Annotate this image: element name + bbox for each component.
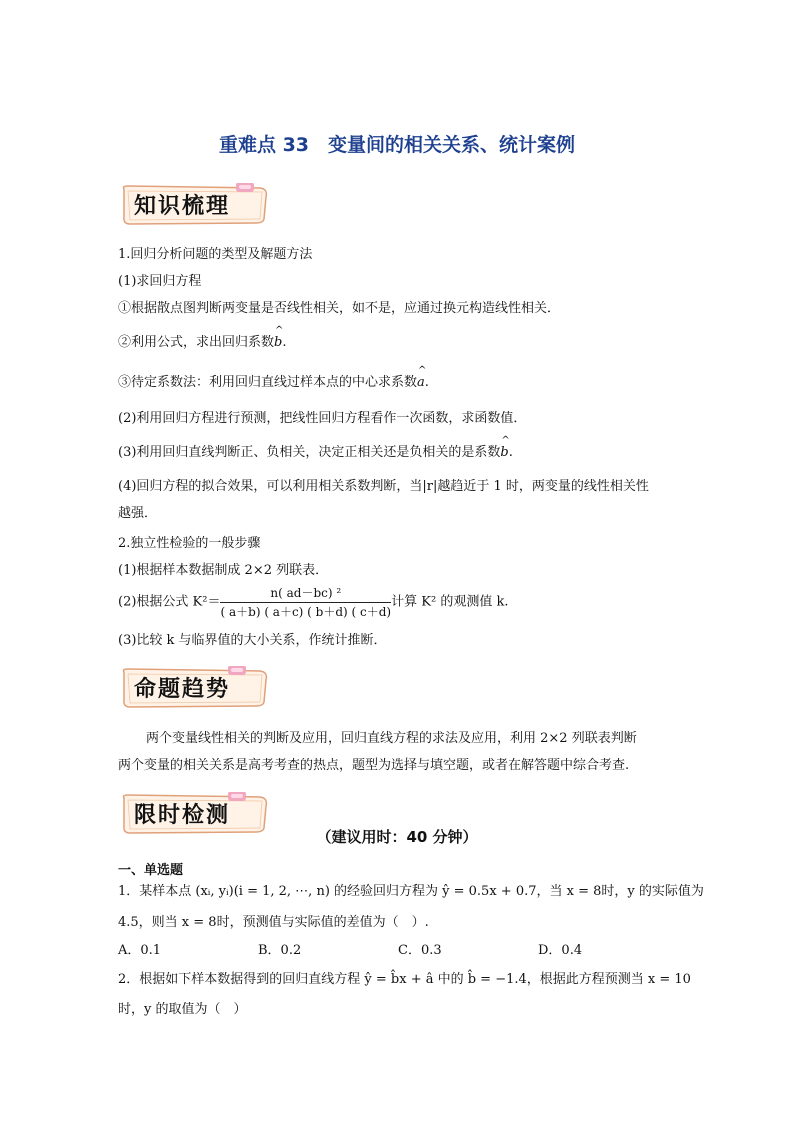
knowledge-s2: 2.独立性检验的一般步骤 [118,536,261,551]
knowledge-s1b: (2)利用回归方程进行预测，把线性回归方程看作一次函数，求函数值． [118,411,527,426]
section-banner-trend [120,666,270,708]
text: (3)利用回归直线判断正、负相关，决定正相关还是负相关的是系数 [118,445,501,460]
question-1-options [118,942,678,960]
knowledge-s2b [118,585,508,620]
knowledge-s1: 1.回归分析问题的类型及解题方法 [118,247,313,262]
knowledge-s1a1: ①根据散点图判断两变量是否线性相关，如不是，应通过换元构造线性相关． [118,301,561,316]
option-a[interactable]: A．0.1 [118,943,162,958]
coef-b-hat: ^ b [274,334,282,352]
text: . [508,445,513,460]
fraction-numerator: n( ad－bc) ² [220,585,391,603]
knowledge-s1c [118,444,513,462]
text: . [282,335,287,350]
text: 计算 K² 的观测值 k. [391,594,509,610]
question-2-line1: 2．根据如下样本数据得到的回归直线方程 ŷ = b̂x + â 中的 b̂ = −1.4，根据此方程预测当 x = 10 [118,972,691,987]
question-1-line2: 4.5，则当 x = 8时，预测值与实际值的差值为（ ）. [118,915,429,930]
text: . [424,375,429,390]
fraction-denominator: ( a＋b) ( a＋c) ( b＋d) ( c＋d) [220,605,392,619]
trend-line1: 两个变量线性相关的判断及应用，回归直线方程的求法及应用，利用 2×2 列联表判断 [146,731,637,746]
page-title: 重难点 33 变量间的相关关系、统计案例 [218,134,576,156]
option-c[interactable]: C．0.3 [398,943,442,958]
section-banner-knowledge [120,183,270,225]
text: (2)根据公式 K²＝ [118,594,221,610]
banner-label: 限时检测 [134,803,231,828]
knowledge-s1a: (1)求回归方程 [118,274,202,289]
question-2-line2: 时，y 的取值为（ ） [118,1002,247,1017]
section-heading: 一、单选题 [118,863,184,878]
knowledge-s1d-line2: 越强． [118,506,158,521]
coef-b-hat: ^ b [500,444,508,462]
time-note: （建议用时：40 分钟） [316,828,478,846]
coef-a-hat: ^ a [417,374,425,392]
banner-label: 知识梳理 [134,194,231,219]
chi-square-fraction [220,585,391,620]
text: ③待定系数法：利用回归直线过样本点的中心求系数 [118,375,418,390]
option-b[interactable]: B．0.2 [258,943,302,958]
knowledge-s1a2 [118,334,286,352]
knowledge-s2a: (1)根据样本数据制成 2×2 列联表． [118,563,329,578]
text: ②利用公式，求出回归系数 [118,335,275,350]
trend-line2: 两个变量的相关关系是高考考查的热点，题型为选择与填空题，或者在解答题中综合考查. [118,758,630,773]
option-d[interactable]: D．0.4 [538,943,583,958]
question-1-line1: 1．某样本点 (xᵢ, yᵢ)(i = 1, 2, ⋯, n) 的经验回归方程为 ŷ = 0.5x + 0.7，当 x = 8时，y 的实际值为 [118,884,704,899]
knowledge-s2c: (3)比较 k 与临界值的大小关系，作统计推断． [118,633,387,648]
banner-label: 命题趋势 [134,677,231,702]
knowledge-s1d-line1: (4)回归方程的拟合效果，可以利用相关系数判断，当|r|越趋近于 1 时，两变量的线性相关性 [118,479,649,494]
knowledge-s1a3 [118,374,429,392]
